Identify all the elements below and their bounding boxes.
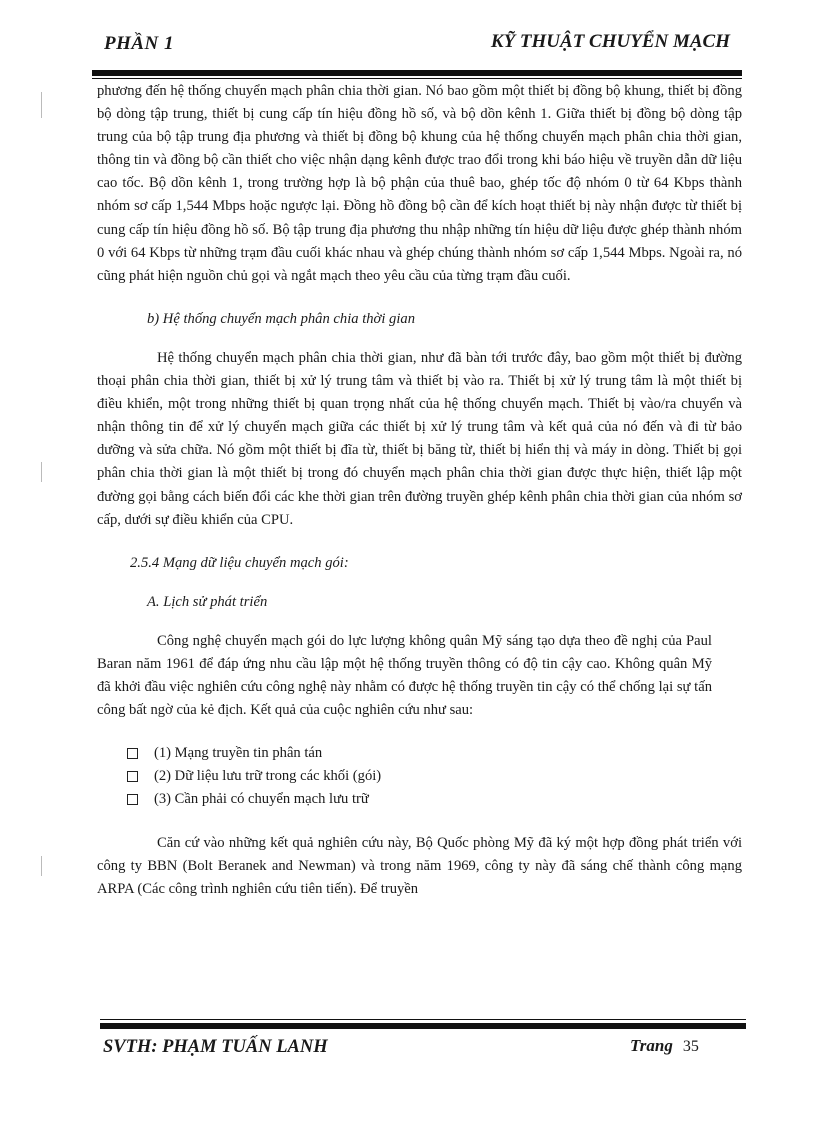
- paragraph-1: phương đến hệ thống chuyển mạch phân chia thời gian. Nó bao gồm một thiết bị đồng bộ khung, thiết bị đồng bộ dòng tập trung, thiết bị cung cấp tín hiệu đồng hồ số, và bộ dồn kênh 1. Giữa thiết bị đồng bộ dòng tập trung của bộ tập trung địa phương và thiết bị đồng bộ khung của hệ thống chuyển mạch phân chia thời gian, thông tin và đồng bộ cần thiết cho việc nhận dạng kênh được trao đổi trong khi báo hiệu về truyền dẫn dữ liệu cao tốc. Bộ dồn kênh 1, trong trường hợp là bộ phận của thuê bao, ghép tốc độ nhóm 0 từ 64 Kbps thành nhóm sơ cấp 1,544 Mbps hoặc ngược lại. Đồng hồ đồng bộ cần để kích hoạt thiết bị này nhận được từ thiết bị cung cấp tín hiệu đồng hồ số. Bộ tập trung địa phương thu nhập những tín hiệu dữ liệu được ghép thành nhóm 0 với 64 Kbps từ những trạm đầu cuối khác nhau và ghép chúng thành nhóm sơ cấp 1,544 Mbps. Ngoài ra, nó cũng phát hiện nguồn chủ gọi và ngắt mạch theo yêu cầu của từng trạm đầu cuối.: [97, 83, 742, 284]
- author-label: SVTH: PHẠM TUẤN LANH: [103, 1037, 328, 1057]
- header-rule-thin: [92, 78, 742, 79]
- page-body: [97, 80, 742, 901]
- scan-margin-mark: [41, 856, 42, 876]
- footer-rule: [100, 1023, 746, 1029]
- paragraph-3: Công nghệ chuyển mạch gói do lực lượng không quân Mỹ sáng tạo dựa theo đề nghị của Paul Baran năm 1961 để đáp ứng nhu cầu lập một hệ thống truyền thông có độ tin cậy cao. Không quân Mỹ đã khởi đầu việc nghiên cứu công nghệ này nhằm có được hệ thống truyền tin cậy có thể chống lại sự tấn công bất ngờ của kẻ địch. Kết quả của cuộc nghiên cứu như sau:: [97, 632, 712, 719]
- checkbox-bullet-icon: [127, 771, 138, 782]
- header-rule: [92, 70, 742, 76]
- document-title: KỸ THUẬT CHUYỂN MẠCH: [490, 31, 730, 52]
- section-heading: 2.5.4 Mạng dữ liệu chuyển mạch gói:: [130, 554, 349, 571]
- bullet-list: [127, 742, 742, 811]
- checkbox-bullet-icon: [127, 794, 138, 805]
- list-item: [127, 788, 742, 811]
- list-item-text: (2) Dữ liệu lưu trữ trong các khối (gói): [154, 768, 382, 785]
- list-item: [127, 742, 742, 765]
- list-item-text: (3) Cần phải có chuyển mạch lưu trữ: [154, 791, 369, 808]
- subheading-a: A. Lịch sử phát triển: [147, 593, 268, 610]
- scan-margin-mark: [41, 462, 42, 482]
- chapter-label: PHẦN 1: [104, 33, 175, 54]
- paragraph-4: Căn cứ vào những kết quả nghiên cứu này, Bộ Quốc phòng Mỹ đã ký một hợp đồng phát triển với công ty BBN (Bolt Beranek and Newman) và trong năm 1969, công ty này đã sáng chế thành công mạng ARPA (Các công trình nghiên cứu tiên tiến). Để truyền: [97, 834, 742, 897]
- page-number: 35: [682, 1038, 699, 1055]
- list-item: [127, 765, 742, 788]
- page-indicator: [630, 1036, 699, 1056]
- list-item-text: (1) Mạng truyền tin phân tán: [154, 745, 323, 762]
- subheading-b: b) Hệ thống chuyển mạch phân chia thời gian: [147, 310, 415, 327]
- page-label: Trang: [630, 1036, 673, 1055]
- scan-margin-mark: [41, 92, 42, 118]
- checkbox-bullet-icon: [127, 748, 138, 759]
- paragraph-2: Hệ thống chuyển mạch phân chia thời gian, như đã bàn tới trước đây, bao gồm một thiết bị đường thoại phân chia thời gian, thiết bị xử lý trung tâm và thiết bị vào ra. Thiết bị xử lý trung tâm là một thiết bị điều khiển, một trong những thiết bị quan trọng nhất của hệ thống chuyển mạch. Thiết bị vào/ra chuyển và nhận thông tin để xử lý chuyển mạch giữa các thiết bị xử lý trung tâm và kết quả của nó đến và đi từ bảo dưỡng và sửa chữa. Nó gồm một thiết bị đĩa từ, thiết bị băng từ, thiết bị hiển thị và máy in dòng. Thiết bị gọi phân chia thời gian là một thiết bị trong đó chuyển mạch phân chia thời gian được thực hiện, thiết lập một đường gọi bằng cách biến đổi các khe thời gian trên đường truyền ghép kênh phân chia thời gian của nhóm sơ cấp, dưới sự điều khiển của CPU.: [97, 349, 742, 528]
- footer-rule-thin: [100, 1019, 746, 1020]
